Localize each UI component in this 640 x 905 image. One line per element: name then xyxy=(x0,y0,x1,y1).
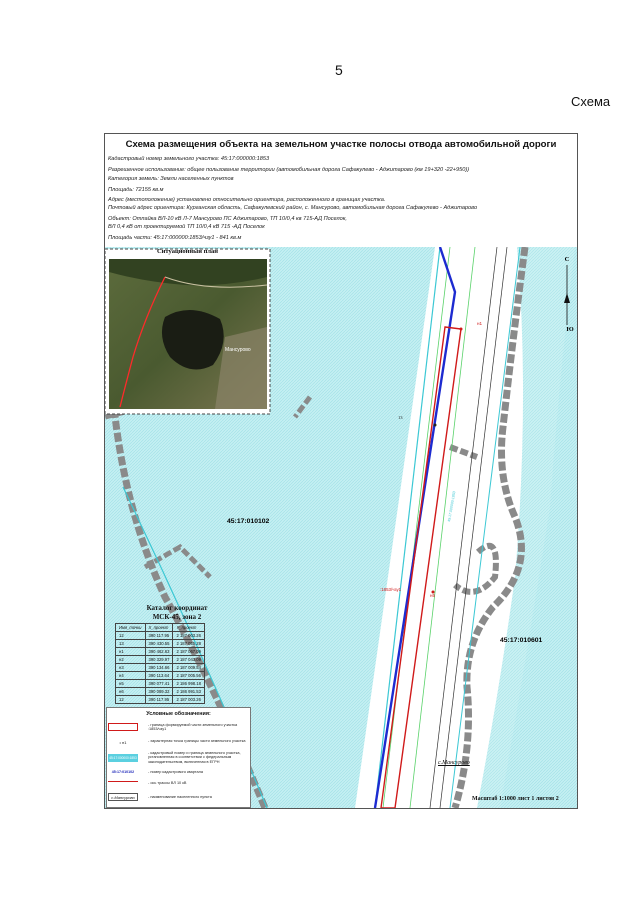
legend-symbol-power-axis xyxy=(108,781,138,785)
catalog-title-line-1: Каталог координат xyxy=(146,604,208,612)
col-header-y: Y_проект xyxy=(173,624,204,632)
legend-symbol-point: • н1 xyxy=(119,740,127,745)
legend-text: - кадастровый номер и граница земельного участка, установленная в соответствии с федеральным законодательством, включенная в ЕГРН xyxy=(148,751,241,764)
legend-text: - наименование населенного пункта xyxy=(148,795,212,799)
legend-text: - номер кадастрового квартала xyxy=(148,770,203,774)
table-row: н1 390 462.63 2 187 067.09 xyxy=(116,648,205,656)
schema-word: Схема xyxy=(571,94,611,109)
point-label-13: 13 xyxy=(398,415,403,420)
catalog-title xyxy=(112,604,242,621)
legend-text: - ось трассы ВЛ 10 кВ xyxy=(148,781,187,785)
table-row: н2 390 329.97 2 187 043.09 xyxy=(116,656,205,664)
col-header-x: X_проект xyxy=(145,624,173,632)
table-row: 12 390 117.95 2 187 003.26 xyxy=(116,632,205,640)
scale-label: Масштаб 1:1000 лист 1 листов 2 xyxy=(472,796,559,802)
table-row: н5 390 077.41 2 186 998.18 xyxy=(116,680,205,688)
table-header-row xyxy=(116,624,205,632)
page-number: 5 xyxy=(335,62,343,78)
quarter-label-east: 45:17:010601 xyxy=(500,637,543,644)
info-area: Площадь: 72155 кв.м xyxy=(108,187,164,193)
info-permitted-use: Разрешенное использование: общее пользование территории (автомобильная дорога Сафакулево - Аджитарово (км 19+320 -22+950)) xyxy=(108,167,470,173)
part-label: :1853/чзу1 xyxy=(380,587,402,592)
point-label-n5: н5 xyxy=(430,593,436,598)
legend-text: - граница формируемой части земельного участка :1853/чзу1 xyxy=(148,723,238,732)
info-address-1: Адрес (местоположение) установлено относительно ориентира, расположенного в границах участка. xyxy=(108,197,386,203)
table-row: н4 390 113.64 2 187 005.56 xyxy=(116,672,205,680)
compass-north: С xyxy=(564,256,570,263)
table-row: 13 390 430.55 2 187 055.28 xyxy=(116,640,205,648)
quarter-label-west: 45:17:010102 xyxy=(227,518,270,525)
info-address-2: Почтовый адрес ориентира: Курганская область, Сафакулевский район, с. Мансурово, автомобильная дорога Сафакулево - Аджитарово xyxy=(108,205,478,211)
info-object-1: Объект: Отпайка ВЛ-10 кВ Л-7 Мансурово ПС Аджитарово, ТП 10/0,4 кв 715-АД Поселок, xyxy=(108,216,347,222)
coordinates-table xyxy=(115,623,205,704)
drawing-title: Схема размещения объекта на земельном участке полосы отвода автомобильной дороги xyxy=(125,139,557,150)
info-category: Категория земель: Земли населенных пунктов xyxy=(108,176,234,182)
legend-title: Условные обозначения: xyxy=(146,711,211,717)
legend-symbol-quarter: 45:17:010102 xyxy=(111,770,135,774)
legend-symbol-part-boundary xyxy=(108,723,138,731)
legend-text: - характерная точка границы части земельного участка xyxy=(148,739,246,743)
legend-symbol-cadastral: 45:17:000000:1853 xyxy=(109,756,137,760)
catalog-title-line-2: МСК-45, зона 2 xyxy=(152,612,202,621)
legend-symbol-village: с.Мансурово xyxy=(108,793,138,801)
col-header-point: Имя_точки xyxy=(116,624,146,632)
table-row: 12 390 117.95 2 187 003.26 xyxy=(116,696,205,704)
compass-south: Ю xyxy=(566,326,574,333)
point-label-n1: н1 xyxy=(477,321,483,326)
situation-village-label: Мансурово xyxy=(225,347,251,353)
table-row: н6 390 089.32 2 186 991.53 xyxy=(116,688,205,696)
situation-plan-label: Ситуационный план xyxy=(156,248,219,255)
table-row: н3 390 134.66 2 187 009.54 xyxy=(116,664,205,672)
info-object-2: ВЛ 0,4 кВ от проектируемой ТП 10/0,4 кВ 715 -АД Поселок xyxy=(108,224,265,230)
info-part-area: Площадь части: 45:17:000000:1853/чзу1 - 841 кв.м xyxy=(108,235,242,241)
village-label: с.Мансурово xyxy=(438,760,470,766)
info-cadastral: Кадастровый номер земельного участка: 45:17:000000:1853 xyxy=(108,156,270,162)
boundary-label: 45:17:000000:1853 xyxy=(447,490,457,523)
